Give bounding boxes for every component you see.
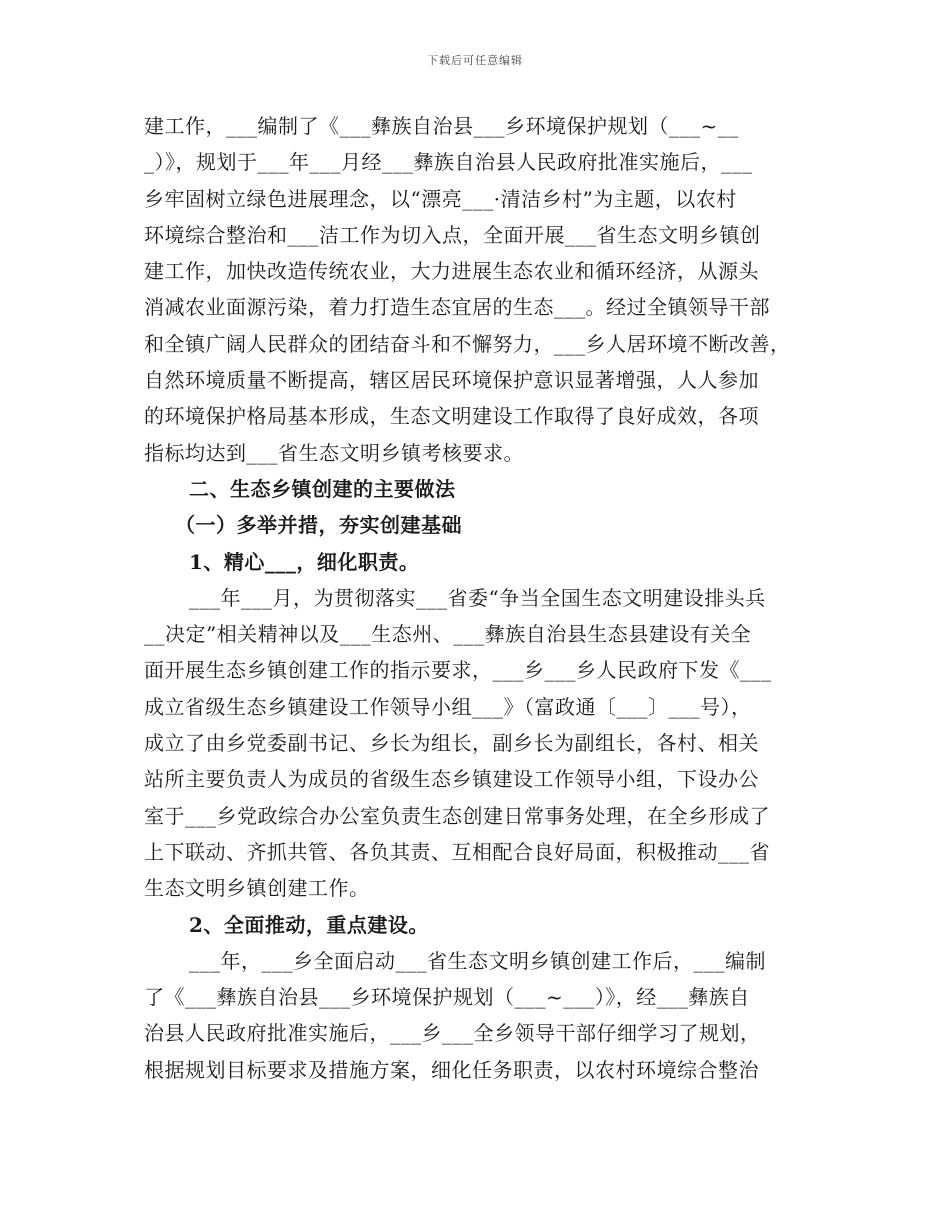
paragraph-line: 成立省级生态乡镇建设工作领导小组___》（富政通〔___〕___号）， (144, 694, 752, 719)
paragraph-line: 站所主要负责人为成员的省级生态乡镇建设工作领导小组，下设办公 (144, 767, 759, 792)
paragraph-line: 上下联动、齐抓共管、各负其责、互相配合良好局面，积极推动___省 (144, 839, 770, 864)
paragraph-line: 成立了由乡党委副书记、乡长为组长，副乡长为副组长，各村、相关 (144, 731, 759, 756)
section-heading: 2、全面推动，重点建设。 (189, 912, 429, 937)
paragraph-line: 的环境保护格局基本形成，生态文明建设工作取得了良好成效，各项 (144, 404, 759, 429)
section-heading: 二、生态乡镇创建的主要做法 (189, 476, 456, 501)
page-header: 下载后可任意编辑 (427, 54, 523, 67)
section-heading: （一）多举并措，夯实创建基础 (175, 513, 462, 538)
paragraph-line: 和全镇广阔人民群众的团结奋斗和不懈努力，___乡人居环境不断改善， (144, 331, 791, 356)
paragraph-line: ___年___月，为贯彻落实___省委“争当全国生态文明建设排头兵 (189, 585, 766, 610)
paragraph-line: 治县人民政府批准实施后，___乡___全乡领导干部仔细学习了规划， (144, 1021, 761, 1046)
paragraph-line: 根据规划目标要求及措施方案，细化任务职责，以农村环境综合整治 (144, 1057, 759, 1082)
paragraph-line: 环境综合整治和___洁工作为切入点，全面开展___省生态文明乡镇创 (144, 222, 761, 247)
paragraph-line: 乡牢固树立绿色进展理念，以“漂亮___·清洁乡村”为主题，以农村 (144, 186, 737, 211)
paragraph-line: __决定”相关精神以及___生态州、___彝族自治县生态县建设有关全 (144, 622, 752, 647)
paragraph-line: 室于___乡党政综合办公室负责生态创建日常事务处理，在全乡形成了 (144, 803, 770, 828)
paragraph-line: 自然环境质量不断提高，辖区居民环境保护意识显著增强，人人参加 (144, 368, 759, 393)
paragraph-line: _）》，规划于___年___月经___彝族自治县人民政府批准实施后，___ (144, 150, 753, 175)
paragraph-line: 消减农业面源污染，着力打造生态宜居的生态___。经过全镇领导干部 (144, 295, 770, 320)
paragraph-line: ___年，___乡全面启动___省生态文明乡镇创建工作后，___编制 (189, 948, 766, 973)
paragraph-line: 建工作，___编制了《___彝族自治县___乡环境保护规划（___~__ (144, 114, 739, 138)
paragraph-line: 建工作，加快改造传统农业，大力进展生态农业和循环经济，从源头 (144, 259, 759, 284)
paragraph-line: 面开展生态乡镇创建工作的指示要求，___乡___乡人民政府下发《___ (144, 658, 772, 683)
document-body (144, 108, 814, 1088)
paragraph-line: 指标均达到___省生态文明乡镇考核要求。 (144, 440, 524, 465)
paragraph-line: 生态文明乡镇创建工作。 (144, 876, 370, 901)
paragraph-line: 了《___彝族自治县___乡环境保护规划（___~___）》，经___彝族自 (144, 985, 750, 1010)
section-heading: 1、精心___，细化职责。 (189, 549, 420, 574)
